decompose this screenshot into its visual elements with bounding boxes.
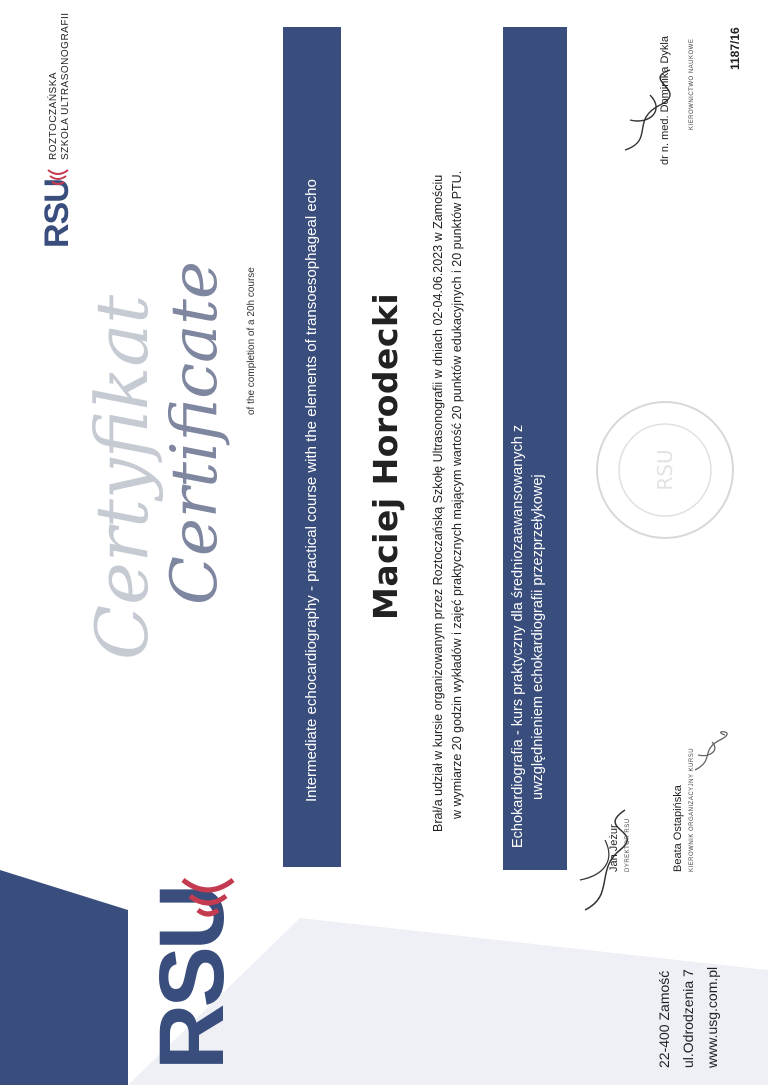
header-logo-mark: RSU xyxy=(38,179,76,248)
signature-organizer-name: Beata Ostapińska xyxy=(672,785,684,872)
footer-signal-waves-icon xyxy=(178,870,238,930)
footer-blue-wedge xyxy=(0,870,768,1085)
certificate-word: Certificate xyxy=(158,261,232,605)
course-name-line-1: Echokardiografia - kurs praktyczny dla średniozaawansowanych z xyxy=(510,424,526,848)
recipient-name: Maciej Horodecki xyxy=(366,292,405,620)
certificate-word-shadow: Certyfikat xyxy=(80,294,164,660)
header-brand-line2: SZKOŁA ULTRASONOGRAFII xyxy=(60,12,71,160)
signature-scientific-name: dr n. med. Dominika Dykla xyxy=(659,36,671,165)
school-seal-icon xyxy=(590,395,740,545)
signature-scientific-role: KIEROWNICTWO NAUKOWE xyxy=(689,38,695,130)
document-number: 1187/16 xyxy=(728,27,742,70)
signature-director-role: DYREKTOR RSU xyxy=(625,818,631,872)
footer-address-1: 22-400 Zamość xyxy=(656,970,672,1068)
certificate-subtitle: of the completion of a 20h course xyxy=(246,267,257,415)
signal-waves-icon xyxy=(46,166,70,188)
body-line-2: w wymiarze 20 godzin wykładów i zajęć praktycznych mającym wartość 20 punktów edukacyjnych i 20 punktów PTU. xyxy=(450,170,464,819)
footer-address-2: ul.Odrodzenia 7 xyxy=(680,969,696,1068)
signature-organizer-role: KIEROWNIK ORGANIZACYJNY KURSU xyxy=(689,747,695,872)
footer-website[interactable]: www.usg.com.pl xyxy=(704,966,720,1068)
course-title: Intermediate echocardiography - practical course with the elements of transoesophageal echo xyxy=(303,179,320,802)
signature-organizer xyxy=(690,730,730,775)
course-name-line-2: uwzględnieniem echokardiografii przezprzełykowej xyxy=(530,474,546,800)
header-brand-line1: ROZTOCZAŃSKA xyxy=(48,71,59,160)
svg-text:RSU: RSU xyxy=(653,449,677,491)
signature-director-name: Jan Jeżur xyxy=(608,824,620,872)
footer-logo-mark: RSU xyxy=(141,887,243,1070)
body-line-1: Brał/a udział w kursie organizowanym przez Roztoczańską Szkołę Ultrasonografii w dniach 02-04.06.2023 w Zamościu xyxy=(431,174,445,832)
